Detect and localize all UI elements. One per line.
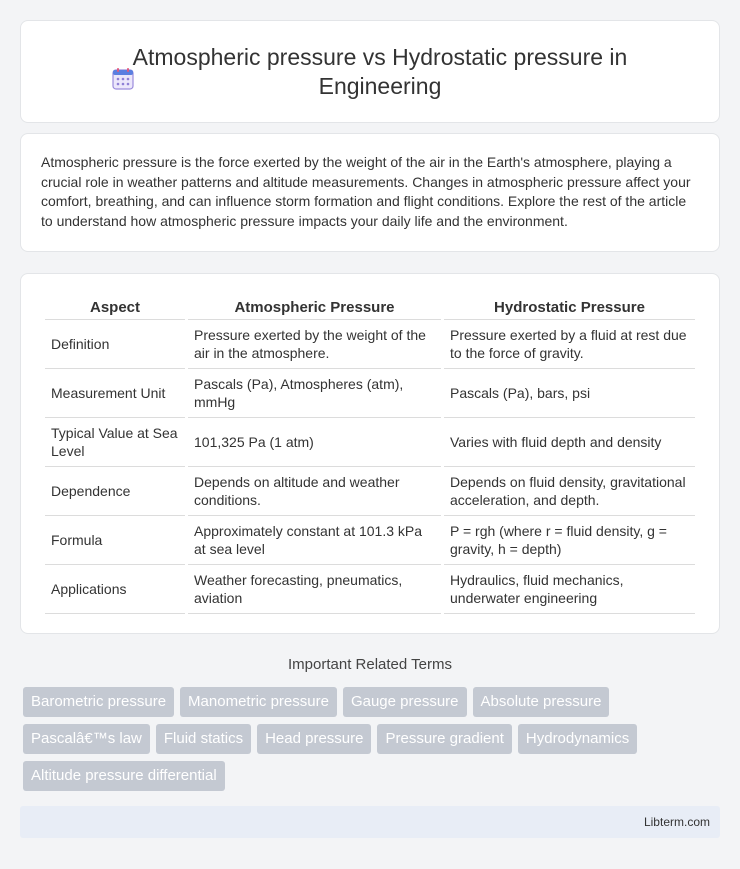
table-row <box>45 369 695 418</box>
table-cell: Pascals (Pa), bars, psi <box>444 369 695 418</box>
term-tag[interactable]: Barometric pressure <box>23 687 174 717</box>
table-cell: 101,325 Pa (1 atm) <box>188 418 441 467</box>
term-tag[interactable]: Hydrodynamics <box>518 724 637 754</box>
table-header-row <box>45 296 695 320</box>
table-cell: Measurement Unit <box>45 369 185 418</box>
table-cell: Formula <box>45 516 185 565</box>
table-cell: Pressure exerted by the weight of the air in the atmosphere. <box>188 320 441 369</box>
table-cell: Definition <box>45 320 185 369</box>
table-cell: Applications <box>45 565 185 614</box>
term-tag[interactable]: Manometric pressure <box>180 687 337 717</box>
term-tag[interactable]: Altitude pressure differential <box>23 761 225 791</box>
footer-bar <box>20 806 720 838</box>
comparison-card <box>20 273 720 634</box>
table-cell: Depends on altitude and weather conditions. <box>188 467 441 516</box>
related-terms-list <box>23 687 703 791</box>
column-header-aspect: Aspect <box>45 296 185 320</box>
page-title: Atmospheric pressure vs Hydrostatic pressure in Engineering <box>132 44 628 99</box>
term-tag[interactable]: Head pressure <box>257 724 371 754</box>
intro-paragraph: Atmospheric pressure is the force exerted by the weight of the air in the Earth's atmosphere, playing a crucial role in weather patterns and altitude measurements. Changes in atmospheric pressure affect your comfort, breathing, and can influence storm formation and flight conditions. Explore the rest of the article to understand how atmospheric pressure impacts your daily life and the environment. <box>41 154 691 229</box>
related-terms-heading: Important Related Terms <box>288 656 452 673</box>
term-tag[interactable]: Absolute pressure <box>473 687 610 717</box>
comparison-table <box>42 296 698 614</box>
term-tag[interactable]: Pascalâ€™s law <box>23 724 150 754</box>
table-cell: Pascals (Pa), Atmospheres (atm), mmHg <box>188 369 441 418</box>
table-cell: P = rgh (where r = fluid density, g = gravity, h = depth) <box>444 516 695 565</box>
table-cell: Depends on fluid density, gravitational acceleration, and depth. <box>444 467 695 516</box>
table-cell: Approximately constant at 101.3 kPa at sea level <box>188 516 441 565</box>
table-cell: Hydraulics, fluid mechanics, underwater engineering <box>444 565 695 614</box>
table-row <box>45 418 695 467</box>
table-cell: Varies with fluid depth and density <box>444 418 695 467</box>
footer-site-link[interactable]: Libterm.com <box>643 815 710 829</box>
term-tag[interactable]: Pressure gradient <box>377 724 511 754</box>
table-cell: Typical Value at Sea Level <box>45 418 185 467</box>
table-cell: Weather forecasting, pneumatics, aviation <box>188 565 441 614</box>
column-header-atmospheric: Atmospheric Pressure <box>188 296 441 320</box>
table-cell: Pressure exerted by a fluid at rest due to the force of gravity. <box>444 320 695 369</box>
table-row <box>45 565 695 614</box>
term-tag[interactable]: Fluid statics <box>156 724 251 754</box>
intro-card <box>20 133 720 252</box>
table-row <box>45 320 695 369</box>
table-row <box>45 467 695 516</box>
table-cell: Dependence <box>45 467 185 516</box>
term-tag[interactable]: Gauge pressure <box>343 687 467 717</box>
title-card <box>20 20 720 123</box>
table-row <box>45 516 695 565</box>
column-header-hydrostatic: Hydrostatic Pressure <box>444 296 695 320</box>
